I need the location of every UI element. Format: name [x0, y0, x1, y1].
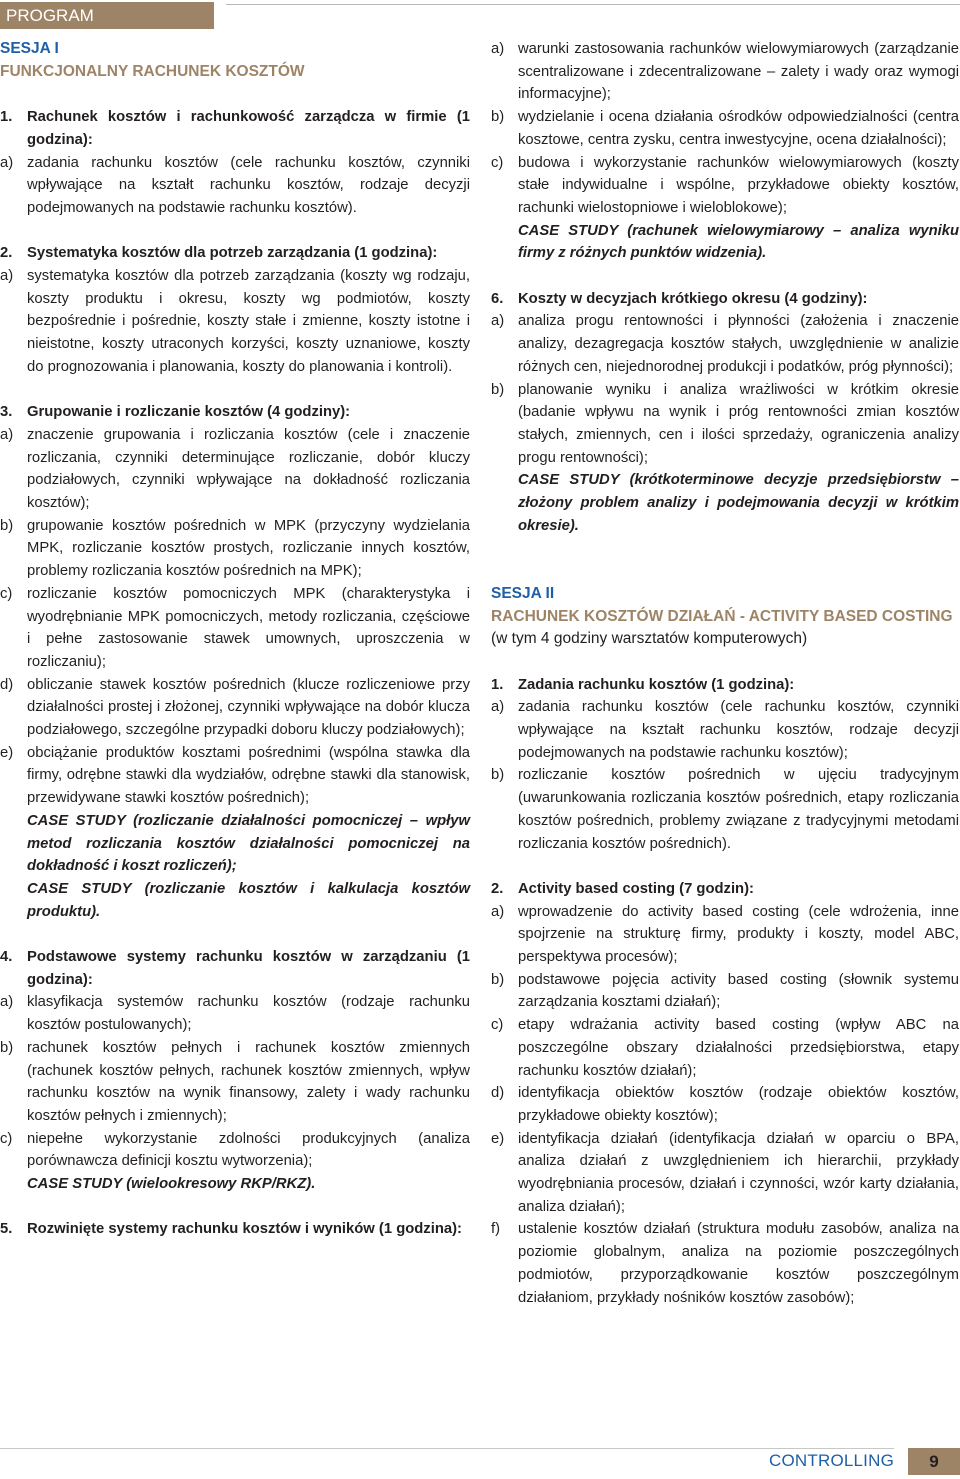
page-number: 9 — [908, 1448, 960, 1475]
case-study: CASE STUDY (wielookresowy RKP/RKZ). — [27, 1176, 316, 1193]
item-heading: 4. Podstawowe systemy rachunku kosztów w zarządzaniu (1 godzina): — [0, 949, 470, 988]
case-study: CASE STUDY (krótkoterminowe decyzje przedsiębiorstw – złożony problem analizy i podejmowania decyzji w krótkim okresie). — [518, 472, 959, 534]
item-heading: 3. Grupowanie i rozliczanie kosztów (4 godziny): — [0, 404, 351, 421]
list-item: a) wprowadzenie do activity based costing (cele wdrożenia, inne spojrzenie na strukturę firmy, produkty i koszty, model ABC, perspektywa procesów); — [491, 903, 959, 966]
list-item: e) obciążanie produktów kosztami pośrednimi (wspólna stawka dla firmy, odrębne stawki dla wydziałów, odrębne stawki dla stanowisk, przewidywane stawki kosztów pośrednich); — [0, 744, 470, 807]
list-item: a) znaczenie grupowania i rozliczania kosztów (cele i znaczenie rozliczania, czynniki determinujące rozliczanie, dobór kluczy podziałowych, czynniki wpływające na dokładność rozliczania kosztów); — [0, 426, 470, 512]
list-item: b) rachunek kosztów pełnych i rachunek kosztów zmiennych (rachunek kosztów pełnych, rachunek kosztów zmiennych, wpływ rachunku kosztów na wynik finansowy, zalety i wady rachunku kosztów pełnych i zmiennych); — [0, 1039, 470, 1124]
list-item: a) systematyka kosztów dla potrzeb zarządzania (koszty wg rodzaju, koszty produktu i okresu, koszty wg podmiotów, koszty bezpośrednie i pośrednie, koszty stałe i zmienne, koszty istotne i nieistotne, koszty utraconych korzyści, koszty uznaniowe, koszty do prognozowania i planowania, koszty do planowania i kontroli). — [0, 268, 470, 375]
list-item: a) zadania rachunku kosztów (cele rachunku kosztów, czynniki wpływające na kształt rachunku kosztów, rodzaje decyzji podejmowanych na podstawie rachunku kosztów). — [0, 154, 470, 216]
session-label: SESJA I — [0, 40, 59, 57]
list-item: d) obliczanie stawek kosztów pośrednich (klucze rozliczeniowe przy działalności prostej i złożonej, czynniki wpływające na dobór klucza podziałowego, szczególne przypadki doboru kluczy podziałowych); — [0, 676, 470, 739]
case-study: CASE STUDY (rozliczanie działalności pomocniczej – wpływ metod rozliczania kosztów działalności pomocniczej na dokładność i koszt rozliczeń); — [27, 812, 470, 875]
session-title: FUNKCJONALNY RACHUNEK KOSZTÓW — [0, 62, 305, 80]
list-item: c) budowa i wykorzystanie rachunków wielowymiarowych (koszty stałe indywidualne i wspólne, przykładowe obiekty kosztów, rachunki wielostopniowe i wieloblokowe); — [491, 154, 959, 216]
list-item: c) niepełne wykorzystanie zdolności produkcyjnych (analiza porównawcza definicji kosztu wytworzenia); — [0, 1130, 470, 1170]
left-column — [0, 38, 470, 1241]
item-heading: 1. Zadania rachunku kosztów (1 godzina): — [491, 676, 795, 693]
list-item: f) ustalenie kosztów działań (struktura modułu zasobów, analiza na poziomie globalnym, analiza na poziomie poszczególnych podmiotów, przyporządkowanie kosztów poszczególnym działaniom, przykłady nośników kosztów zasobów); — [491, 1221, 959, 1306]
list-item: a) klasyfikacja systemów rachunku kosztów (rodzaje rachunku kosztów postulowanych); — [0, 994, 470, 1034]
list-item: a) warunki zastosowania rachunków wielowymiarowych (zarządzanie scentralizowane i zdecentralizowane – zalety i wady oraz wymogi informacyjne); — [491, 41, 959, 103]
item-heading: 1. Rachunek kosztów i rachunkowość zarządcza w firmie (1 godzina): — [0, 109, 470, 148]
list-item: a) analiza progu rentowności i płynności (założenia i znaczenie analizy, dezagregacja kosztów stałych, uwzględnienie w analizie różnych cen, niejednorodnej produkcji i podatków, próg płynności); — [491, 313, 959, 375]
session-title: RACHUNEK KOSZTÓW DZIAŁAŃ - ACTIVITY BASED COSTING (w tym 4 godziny warsztatów komputerowych) — [491, 607, 953, 648]
right-column — [491, 38, 959, 1309]
list-item: b) grupowanie kosztów pośrednich w MPK (przyczyny wydzielania MPK, rozliczanie kosztów prostych, rozliczanie innych kosztów, problemy rozliczania kosztów pośrednich na MPK); — [0, 517, 470, 580]
list-item: b) podstawowe pojęcia activity based costing (słownik systemu zarządzania kosztami działań); — [491, 971, 959, 1011]
list-item: c) rozliczanie kosztów pomocniczych MPK (charakterystyka i wyodrębnianie MPK pomocniczych, metody rozliczania, częściowe i pełne zastosowanie stawek umownych, uproszczenia w rozliczaniu); — [0, 585, 470, 670]
item-heading: 6. Koszty w decyzjach krótkiego okresu (4 godziny): — [491, 290, 868, 307]
case-study: CASE STUDY (rozliczanie kosztów i kalkulacja kosztów produktu). — [27, 880, 470, 920]
section-tab: PROGRAM — [0, 2, 214, 29]
list-item: c) etapy wdrażania activity based costing (wpływ ABC na poszczególne obszary działalności przedsiębiorstwa, etapy rachunku kosztów działań); — [491, 1017, 959, 1079]
item-heading: 5. Rozwinięte systemy rachunku kosztów i wyników (1 godzina): — [0, 1221, 462, 1238]
case-study: CASE STUDY (rachunek wielowymiarowy – analiza wyniku firmy z różnych punktów widzenia). — [518, 222, 959, 262]
list-item: a) zadania rachunku kosztów (cele rachunku kosztów, czynniki wpływające na kształt rachunku kosztów, rodzaje decyzji podejmowanych na podstawie rachunku kosztów); — [491, 699, 959, 761]
header-rule — [226, 4, 960, 5]
list-item: b) wydzielanie i ocena działania ośrodków odpowiedzialności (centra kosztowe, centra zysku, centra inwestycyjne, ocena działalności); — [491, 109, 959, 148]
list-item: d) identyfikacja obiektów kosztów (rodzaje obiektów kosztów, przykładowe obiekty kosztów); — [491, 1085, 959, 1124]
list-item: b) rozliczanie kosztów pośrednich w ujęciu tradycyjnym (uwarunkowania rozliczania kosztów pośrednich, etapy rozliczania kosztów pośrednich, problemy związane z tradycyjnymi metodami rozliczania kosztów pośrednich). — [491, 767, 959, 852]
list-item: b) planowanie wyniku i analiza wrażliwości w krótkim okresie (badanie wpływu na wynik i próg rentowności zmian kosztów stałych, zmiennych, cen i ilości sprzedaży, ograniczenia analizy progu rentowności); — [491, 381, 959, 466]
session-label: SESJA II — [491, 584, 555, 602]
footer-label: CONTROLLING — [769, 1451, 894, 1470]
item-heading: 2. Systematyka kosztów dla potrzeb zarządzania (1 godzina): — [0, 245, 438, 262]
item-heading: 2. Activity based costing (7 godzin): — [491, 880, 754, 897]
footer-rule — [0, 1448, 894, 1449]
list-item: e) identyfikacja działań (identyfikacja działań w oparciu o BPA, analiza działań z uwzględnieniem ich hierarchii, przykłady wyodrębniania procesów, działań i czynności, wzór karty działania, analiza działań); — [491, 1130, 959, 1215]
